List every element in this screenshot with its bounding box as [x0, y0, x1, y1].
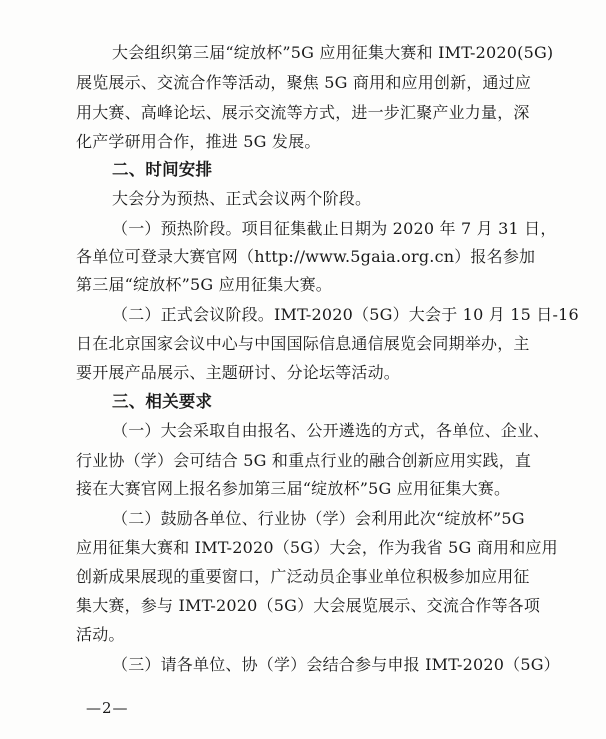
paragraph-line: （二）正式会议阶段。IMT-2020（5G）大会于 10 月 15 日-16	[112, 305, 579, 324]
paragraph-line: 行业协（学）会可结合 5G 和重点行业的融合创新应用实践，直	[76, 451, 532, 470]
section-heading-schedule: 二、时间安排	[112, 160, 213, 179]
paragraph-line: （一）大会采取自由报名、公开遴选的方式，各单位、企业、	[112, 421, 550, 440]
section-heading-requirements: 三、相关要求	[112, 392, 213, 411]
paragraph-line: 接在大赛官网上报名参加第三届“绽放杯”5G 应用征集大赛。	[76, 479, 511, 498]
paragraph-line: 用大赛、高峰论坛、展示交流等方式，进一步汇聚产业力量，深	[76, 103, 530, 122]
paragraph-line: 集大赛，参与 IMT-2020（5G）大会展览展示、交流合作等各项	[76, 596, 541, 615]
paragraph-line: 日在北京国家会议中心与中国国际信息通信展览会同期举办，主	[76, 334, 530, 353]
paragraph-line: 应用征集大赛和 IMT-2020（5G）大会，作为我省 5G 商用和应用	[76, 538, 558, 557]
paragraph-line: 大会分为预热、正式会议两个阶段。	[112, 189, 372, 208]
paragraph-line: 大会组织第三届“绽放杯”5G 应用征集大赛和 IMT-2020(5G)	[112, 43, 554, 62]
paragraph-line: 要开展产品展示、主题研讨、分论坛等活动。	[76, 363, 401, 382]
paragraph-line: 创新成果展现的重要窗口，广泛动员企事业单位积极参加应用征	[76, 567, 530, 586]
paragraph-line-with-url: 各单位可登录大赛官网（http://www.5gaia.org.cn）报名参加	[76, 247, 536, 266]
paragraph-line: （一）预热阶段。项目征集截止日期为 2020 年 7 月 31 日，	[112, 219, 557, 238]
paragraph-line: （二）鼓励各单位、行业协（学）会利用此次“绽放杯”5G	[112, 509, 525, 528]
paragraph-line: 活动。	[76, 625, 125, 644]
paragraph-line: 第三届“绽放杯”5G 应用征集大赛。	[76, 275, 333, 294]
paragraph-line: 展览展示、交流合作等活动，聚焦 5G 商用和应用创新，通过应	[76, 73, 532, 92]
page-number: —2—	[86, 699, 129, 717]
paragraph-line: （三）请各单位、协（学）会结合参与申报 IMT-2020（5G）	[112, 655, 560, 674]
paragraph-line: 化产学研用合作，推进 5G 发展。	[76, 132, 321, 151]
